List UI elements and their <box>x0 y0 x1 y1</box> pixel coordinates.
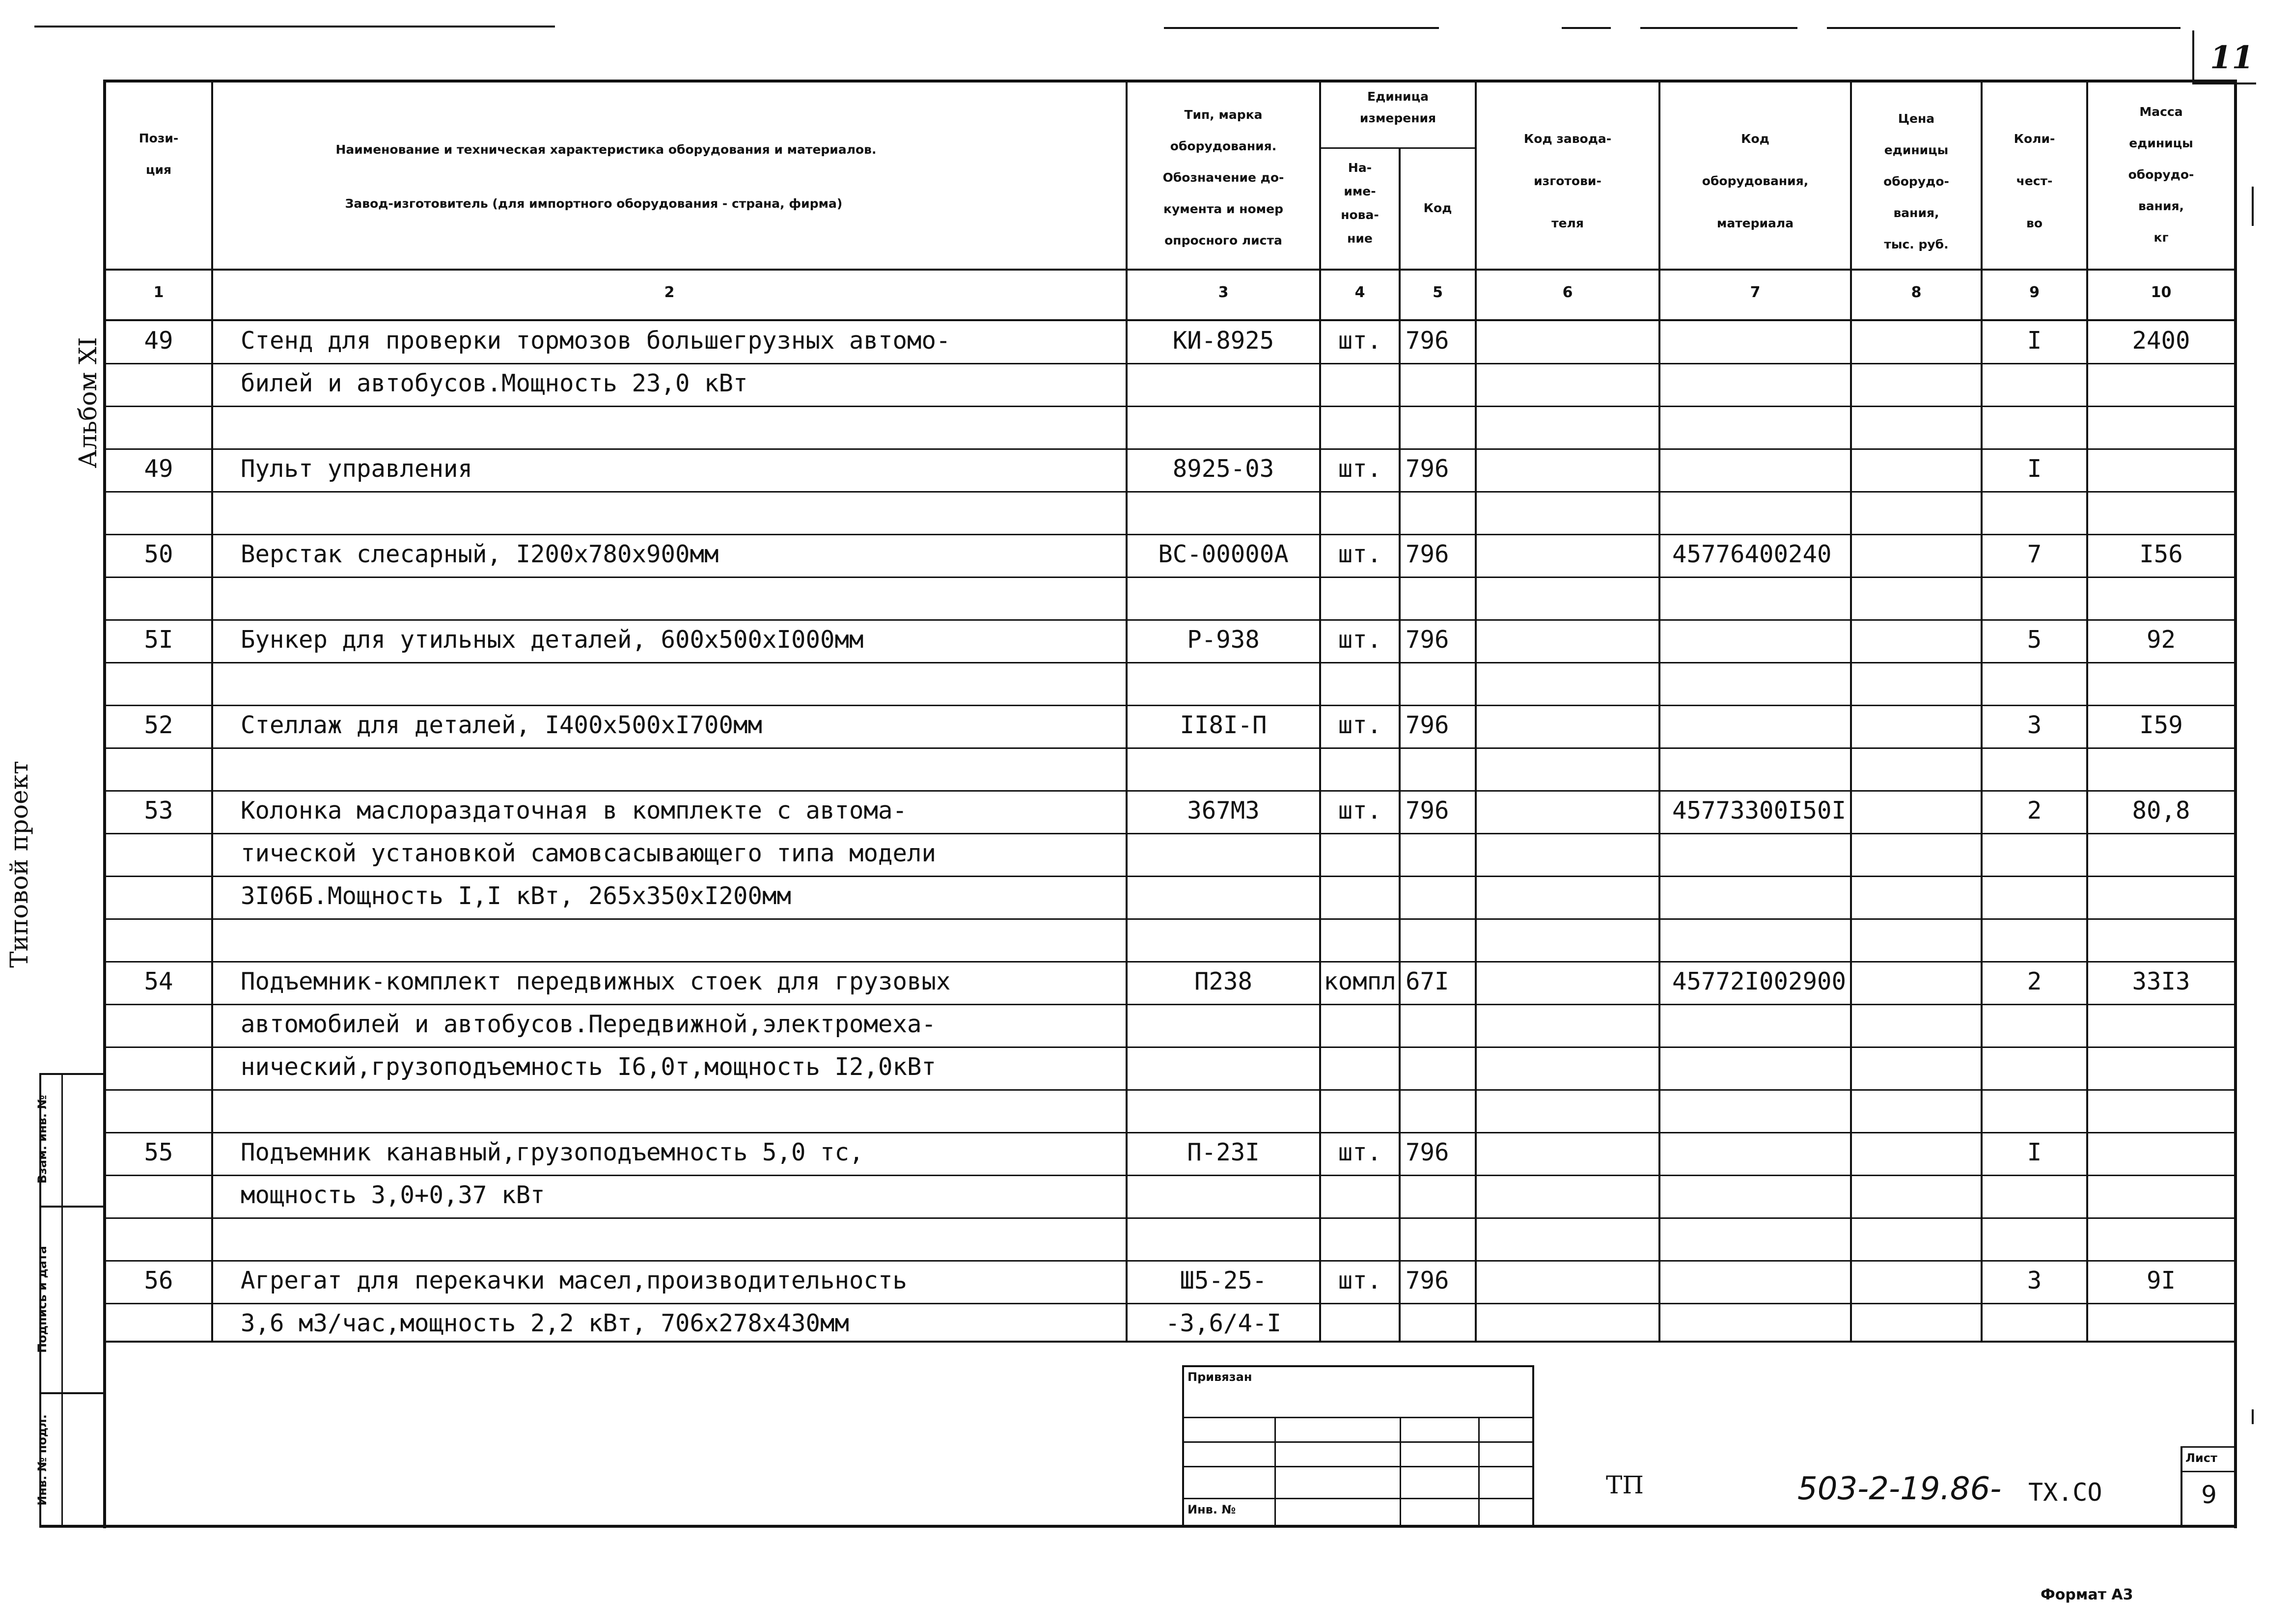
album-label: Альбом XI <box>74 337 102 468</box>
cell-unit: шт. <box>1338 626 1382 654</box>
cell-code: 796 <box>1406 455 1449 483</box>
cell-pos: 49 <box>144 455 173 483</box>
cell-type: КИ-8925 <box>1172 327 1274 355</box>
header-col-6: Код завода- изготови- теля <box>1523 132 1612 230</box>
cell-unit: шт. <box>1338 711 1382 739</box>
cell-name: Колонка маслораздаточная в комплекте с автома- <box>241 797 908 825</box>
cell-name: билей и автобусов.Мощность 23,0 кВт <box>241 369 748 397</box>
col-num: 1 <box>153 284 164 301</box>
row-separator <box>103 1132 2237 1133</box>
row-separator <box>103 1004 2237 1005</box>
cell-code: 796 <box>1406 711 1449 739</box>
project-label: Типовой проект <box>5 761 33 968</box>
cell-name: Стенд для проверки тормозов большегрузных автомо- <box>241 327 951 355</box>
cell-unit: шт. <box>1338 797 1382 825</box>
cell-name: Агрегат для перекачки масел,производительность <box>241 1266 908 1294</box>
cell-pos: 53 <box>144 797 173 825</box>
row-separator <box>103 1089 2237 1091</box>
row-separator <box>103 833 2237 834</box>
col-num: 8 <box>1911 284 1922 301</box>
header-col-7: Код оборудования, материала <box>1702 132 1809 230</box>
cell-name: Пульт управления <box>241 455 473 483</box>
row-separator <box>103 747 2237 749</box>
row-separator <box>103 406 2237 407</box>
cell-mass: 9I <box>2146 1266 2176 1294</box>
row-separator <box>103 491 2237 493</box>
cell-unit: шт. <box>1338 327 1382 355</box>
cell-code: 796 <box>1406 797 1449 825</box>
col-num: 2 <box>664 284 675 301</box>
header-col-9: Коли- чест- во <box>2014 132 2055 230</box>
cell-type: II8I-П <box>1180 711 1267 739</box>
cell-name: Подъемник канавный,грузоподъемность 5,0 тс, <box>241 1138 864 1166</box>
cell-qty: 2 <box>2027 797 2042 825</box>
cell-unit: компл <box>1324 967 1396 995</box>
cell-name: Подъемник-комплект передвижных стоек для грузовых <box>241 967 951 995</box>
cell-code: 67I <box>1406 967 1449 995</box>
cell-name: нический,грузоподъемность I6,0т,мощность I2,0кВт <box>241 1053 937 1081</box>
row-separator <box>103 961 2237 963</box>
cell-qty: 3 <box>2027 1266 2042 1294</box>
row-separator <box>103 1046 2237 1048</box>
tp-label: ТП <box>1606 1471 1644 1499</box>
inv-no-label: Инв. № <box>1187 1503 1236 1516</box>
row-separator <box>103 363 2237 364</box>
row-separator <box>103 619 2237 621</box>
col-num: 10 <box>2151 284 2172 301</box>
col-num: 9 <box>2029 284 2040 301</box>
cell-qty: 7 <box>2027 540 2042 568</box>
cell-name: Бункер для утильных деталей, 600x500xI000мм <box>241 626 864 654</box>
cell-type: -3,6/4-I <box>1165 1309 1281 1337</box>
cell-eqcode: 45773300I50I <box>1672 797 1847 825</box>
cell-name: мощность 3,0+0,37 кВт <box>241 1181 545 1209</box>
cell-type: 367М3 <box>1187 797 1260 825</box>
cell-code: 796 <box>1406 1266 1449 1294</box>
vzam-inv-label: Взам. инв. № <box>35 1095 49 1184</box>
header-col-8: Цена единицы оборудо- вания, тыс. руб. <box>1883 111 1949 251</box>
cell-mass: 92 <box>2146 626 2176 654</box>
cell-pos: 54 <box>144 967 173 995</box>
row-separator <box>103 1303 2237 1304</box>
cell-pos: 55 <box>144 1138 173 1166</box>
header-unit-group: Единица измерения <box>1359 89 1436 125</box>
header-col-2: Наименование и техническая характеристика оборудования и материалов. Завод-изготовитель (для импортного оборудования - страна, фирма) <box>335 142 877 211</box>
cell-type: ВС-00000А <box>1158 540 1289 568</box>
cell-type: П238 <box>1194 967 1252 995</box>
document-suffix: ТХ.СО <box>2028 1478 2102 1507</box>
cell-name: тической установкой самовсасывающего типа модели <box>241 839 937 867</box>
col-num: 7 <box>1750 284 1761 301</box>
format-label: Формат А3 <box>2041 1586 2133 1603</box>
cell-name: 3,6 м3/час,мощность 2,2 кВт, 706x278x430мм <box>241 1309 850 1337</box>
header-col-10: Масса единицы оборудо- вания, кг <box>2128 105 2194 245</box>
cell-mass: 33I3 <box>2132 967 2190 995</box>
cell-name: автомобилей и автобусов.Передвижной,электромеха- <box>241 1010 937 1038</box>
list-label: Лист <box>2185 1451 2217 1465</box>
cell-pos: 5I <box>144 626 173 654</box>
cell-pos: 50 <box>144 540 173 568</box>
cell-eqcode: 45776400240 <box>1672 540 1832 568</box>
header-col-5: Код <box>1423 201 1452 215</box>
list-number: 9 <box>2201 1481 2217 1509</box>
cell-mass: 2400 <box>2132 327 2190 355</box>
cell-name: 3I06Б.Мощность I,I кВт, 265x350xI200мм <box>241 882 792 910</box>
cell-code: 796 <box>1406 540 1449 568</box>
privyazan-label: Привязан <box>1187 1370 1252 1384</box>
row-separator <box>103 918 2237 920</box>
row-separator <box>103 534 2237 535</box>
row-separator <box>103 790 2237 792</box>
podpis-data-label: Подпись и дата <box>35 1246 49 1353</box>
row-separator <box>103 1260 2237 1262</box>
cell-qty: 2 <box>2027 967 2042 995</box>
col-num: 3 <box>1218 284 1229 301</box>
cell-unit: шт. <box>1338 455 1382 483</box>
cell-code: 796 <box>1406 626 1449 654</box>
cell-mass: I59 <box>2139 711 2183 739</box>
header-col-3: Тип, марка оборудования. Обозначение до- кумента и номер опросного листа <box>1162 108 1284 248</box>
row-separator <box>103 1175 2237 1176</box>
cell-unit: шт. <box>1338 1138 1382 1166</box>
sheet-corner-number: 11 <box>2210 39 2254 76</box>
cell-type: Ш5-25- <box>1180 1266 1267 1294</box>
row-separator <box>103 705 2237 706</box>
cell-unit: шт. <box>1338 540 1382 568</box>
cell-mass: 80,8 <box>2132 797 2190 825</box>
col-num: 6 <box>1562 284 1573 301</box>
cell-code: 796 <box>1406 327 1449 355</box>
document-number: 503-2-19.86- <box>1797 1471 2002 1507</box>
cell-pos: 56 <box>144 1266 173 1294</box>
col-num: 5 <box>1433 284 1443 301</box>
header-col-4: На- име- нова- ние <box>1341 161 1379 246</box>
cell-type: 8925-03 <box>1172 455 1274 483</box>
cell-name: Стеллаж для деталей, I400x500xI700мм <box>241 711 763 739</box>
cell-qty: I <box>2027 327 2042 355</box>
row-separator <box>103 876 2237 877</box>
cell-type: Р-938 <box>1187 626 1260 654</box>
cell-unit: шт. <box>1338 1266 1382 1294</box>
cell-mass: I56 <box>2139 540 2183 568</box>
inv-podl-label: Инв. № подл. <box>35 1414 49 1506</box>
row-separator <box>103 448 2237 450</box>
cell-pos: 49 <box>144 327 173 355</box>
cell-eqcode: 45772I002900 <box>1672 967 1847 995</box>
row-separator <box>103 1217 2237 1219</box>
row-separator <box>103 577 2237 578</box>
cell-qty: I <box>2027 455 2042 483</box>
cell-name: Верстак слесарный, I200x780x900мм <box>241 540 719 568</box>
cell-code: 796 <box>1406 1138 1449 1166</box>
col-num: 4 <box>1354 284 1365 301</box>
cell-qty: 5 <box>2027 626 2042 654</box>
cell-qty: I <box>2027 1138 2042 1166</box>
cell-type: П-23I <box>1187 1138 1260 1166</box>
row-separator <box>103 662 2237 663</box>
cell-qty: 3 <box>2027 711 2042 739</box>
header-col-1: Пози- ция <box>138 131 179 177</box>
cell-pos: 52 <box>144 711 173 739</box>
